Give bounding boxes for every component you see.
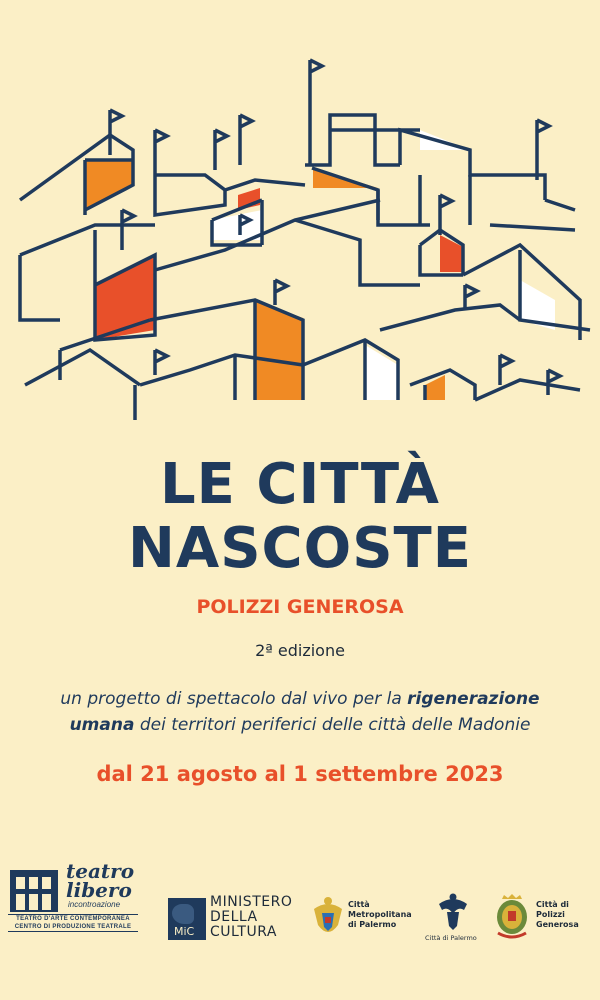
mic-mark-text: MiC	[174, 925, 195, 938]
eagle-crest-icon	[312, 895, 344, 940]
metropolitana-line-1: Città	[348, 900, 370, 909]
strip-line-2: CENTRO DI PRODUZIONE TEATRALE	[14, 924, 132, 930]
ministero-line-1: MINISTERO	[210, 894, 293, 910]
mic-mark-icon	[168, 898, 206, 940]
teatro-libero-name	[66, 859, 135, 902]
description-part1: un progetto di spettacolo dal vivo per la	[60, 689, 408, 709]
subtitle: POLIZZI GENEROSA	[196, 596, 404, 618]
ministero-line-2: DELLA	[210, 909, 258, 925]
polizzi-text	[536, 900, 579, 930]
teatro-libero-strip	[8, 914, 138, 932]
teatro-libero-logo	[8, 859, 140, 940]
ministero-line-3: CULTURA	[210, 924, 277, 940]
strip-line-1: TEATRO D'ARTE CONTEMPORANEA	[16, 916, 130, 922]
metropolitana-line-2: Metropolitana	[348, 910, 412, 919]
theater-building-icon	[8, 862, 60, 914]
teatro-word: teatro	[66, 859, 135, 883]
metropolitana-line-3: di Palermo	[348, 920, 397, 929]
description-part2: dei territori periferici delle città delle Madonie	[134, 715, 531, 735]
ministero-text	[210, 895, 292, 940]
palermo-label: Città di Palermo	[425, 934, 477, 942]
polizzi-line-3: Generosa	[536, 920, 579, 929]
edition: 2ª edizione	[255, 641, 345, 660]
title-line-1: LE CITTÀ	[159, 452, 441, 517]
description	[0, 686, 600, 738]
description-bold2: umana	[69, 715, 135, 735]
city-skyline-illustration	[0, 40, 600, 430]
mic-head-shape	[172, 904, 194, 924]
libero-word: libero	[66, 878, 132, 902]
palermo-eagle-icon	[438, 892, 468, 932]
metropolitana-text	[348, 900, 412, 930]
teatro-libero-sub: incontroazione	[68, 900, 121, 909]
event-dates: dal 21 agosto al 1 settembre 2023	[96, 762, 504, 786]
polizzi-crest-icon	[494, 893, 530, 941]
polizzi-line-1: Città di	[536, 900, 569, 909]
polizzi-line-2: Polizzi	[536, 910, 565, 919]
title-line-2: NASCOSTE	[127, 516, 473, 581]
description-bold1: rigenerazione	[407, 689, 540, 709]
